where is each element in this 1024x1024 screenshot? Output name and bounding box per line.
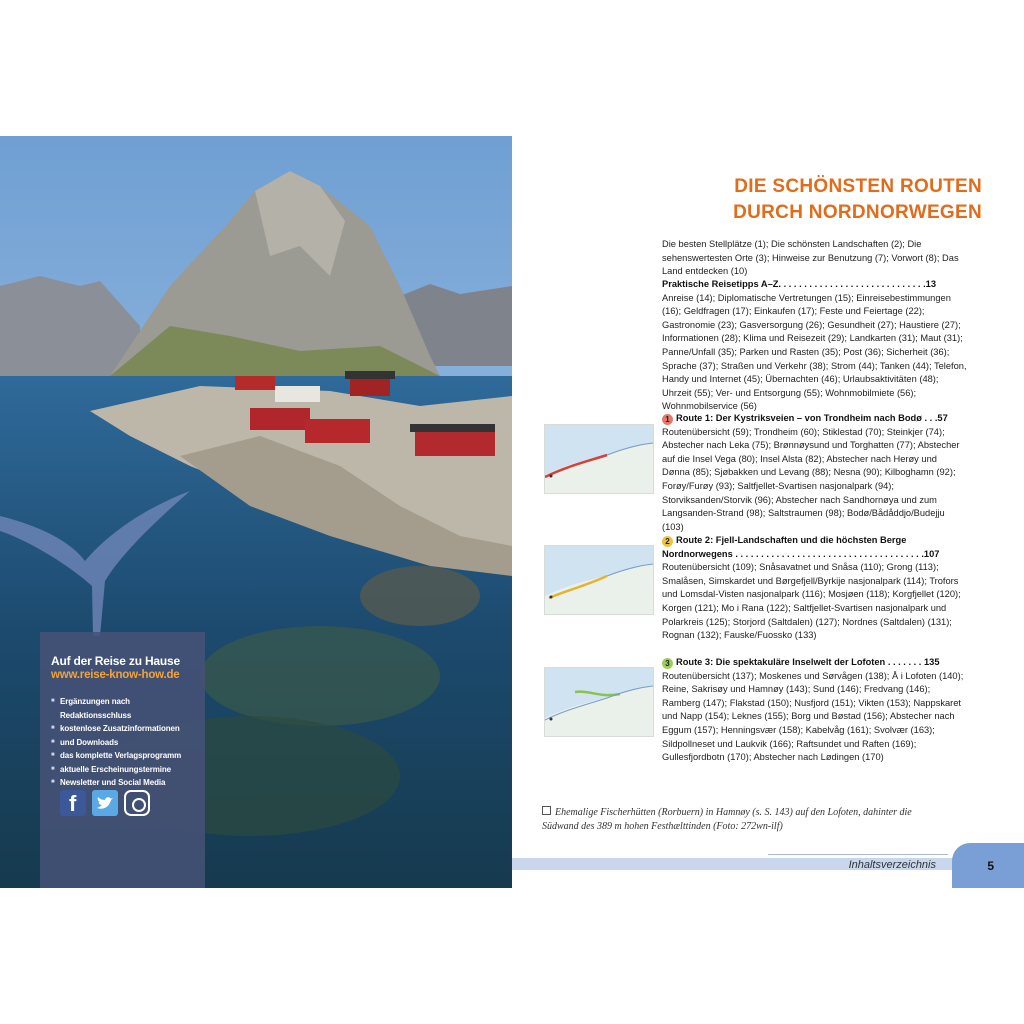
route-2-entry[interactable] [662,534,967,643]
route-map-1 [544,424,654,494]
intro-text: Die besten Stellplätze (1); Die schönsten Landschaften (2); Die sehenswertesten Orte (3); Hinweise zur Benutzung (7); Vorwort (8); Das Land entdecken (10) [662,239,959,276]
list-item: ■ kostenlose Zusatzinformationen [51,722,195,736]
panel-title: Auf der Reise zu Hause [51,654,180,668]
footer-divider [768,854,948,855]
tips-heading: Praktische Reisetipps A–Z. . . . . . . . . . . . . . . . . . . . . . . . . . . . .13 [662,279,936,289]
list-item: ■ aktuelle Erscheinungstermine [51,763,195,777]
route-number-badge: 1 [662,414,673,425]
route-number-badge: 3 [662,658,673,669]
route-3-entry[interactable] [662,656,967,765]
panel-url-link[interactable]: www.reise-know-how.de [51,669,180,681]
tips-body: Anreise (14); Diplomatische Vertretungen (15); Einreisebestimmungen (16); Geldfragen (17); Einkaufen (17); Feste und Feiertage (22); Gastronomie (23); Gasversorgung (26); Gesundheit (27); Haustiere (27); Informationen (28); Klima und Reisezeit (29); Landkarten (31); Maut (31); Panne/Unfall (35); Parken und Rasten (35); Post (36); Sicherheit (36); Sprache (37); Straßen und Verkehr (38); Strom (44); Tanken (44); Telefon, Handy und Internet (45); Übernachten (46); Urlaubsaktivitäten (48); Uhrzeit (55); Ver- und Entsorgung (55); Wohnmobilmiete (56); Wohnmobilservice (56) [662,292,967,412]
page-number: 5 [987,859,994,873]
route-heading: Route 3: Die spektakuläre Inselwelt der Lofoten . . . . . . . 135 [676,657,940,667]
panel-list [51,695,195,790]
social-links [60,790,150,816]
route-map-3 [544,667,654,737]
route-number-badge: 2 [662,536,673,547]
route-body: Routenübersicht (109); Snåsavatnet und Snåsa (110); Grong (113); Smalåsen, Simskardet und Børgefjell/Byrkije nasjonalpark (114); Trofors und Lomsdal-Visten nasjonalpark (116); Mosjøen (118); Korgfjellet (120); Korgen (121); Mo i Rana (122); Saltfjellet-Svartisen nasjonalpark und Polarkreis (125); Storjord (Saltdalen) (127); Nordnes (Saltdalen) (131); Rognan (132); Fauske/Fuossko (133) [662,562,961,641]
route-body: Routenübersicht (137); Moskenes und Sørvågen (138); Å i Lofoten (140); Reine, Sakrisøy und Hamnøy (143); Sund (146); Fredvang (146); Ramberg (147); Flakstad (150); Nusfjord (151); Vikten (153); Nappskaret und Napp (154); Leknes (155); Borg und Bøstad (156); Abstecher nach Eggum (157); Henningsvær (158); Kabelvåg (161); Svolvær (163); Sildpollneset und Laukvik (166); Raftsundet und Raften (169); Gullesfjordbotn (170); Abstecher nach Lødingen (170) [662,670,964,763]
caption-arrow-icon [542,806,551,815]
route-map-2 [544,545,654,615]
route-1-entry[interactable] [662,412,967,534]
tips-section [662,278,967,414]
route-heading: Route 2: Fjell-Landschaften und die höchsten Berge Nordnorwegens . . . . . . . . . . . . . . . . . . . . . . . . . . . . . . . . . . . . .107 [662,535,940,559]
facebook-icon[interactable] [60,790,86,816]
twitter-icon[interactable] [92,790,118,816]
route-heading: Route 1: Der Kystriksveien – von Trondheim nach Bodø . . .57 [676,413,948,423]
info-panel [40,632,205,888]
list-item: ■ und Downloads [51,736,195,750]
route-body: Routenübersicht (59); Trondheim (60); Stiklestad (70); Steinkjer (74); Abstecher nach Leka (75); Brønnøysund und Torghatten (77); Abstecher auf die Insel Vega (80); Insel Alsta (82); Abstecher nach Herøy und Dønna (85); Sjøbakken und Levang (88); Nesna (90); Kilboghamn (92); Forøy/Furøy (93); Saltfjellet-Svartisen nasjonalpark (94); Storviksanden/Storvik (96); Abstecher nach Sandhornøya und zum Langsanden-Strand (98); Saltstraumen (98); Bodø/Bådåddjo/Budejju (103) [662,426,960,532]
list-item: ■ Newsletter und Social Media [51,776,195,790]
list-item: ■ Ergänzungen nach Redaktionsschluss [51,695,195,722]
page-title: DIE SCHÖNSTEN ROUTEN DURCH NORDNORWEGEN [733,176,982,223]
list-item: ■ das komplette Verlagsprogramm [51,749,195,763]
footer-bar [512,858,1024,870]
instagram-icon[interactable] [124,790,150,816]
contents-page [512,136,1024,888]
photo-caption: Ehemalige Fischerhütten (Rorbuern) in Hamnøy (s. S. 143) auf den Lofoten, dahinter die Südwand des 389 m hohen Festhælttinden (Foto: 272wn-ilf) [542,807,912,832]
section-label: Inhaltsverzeichnis [848,859,936,871]
